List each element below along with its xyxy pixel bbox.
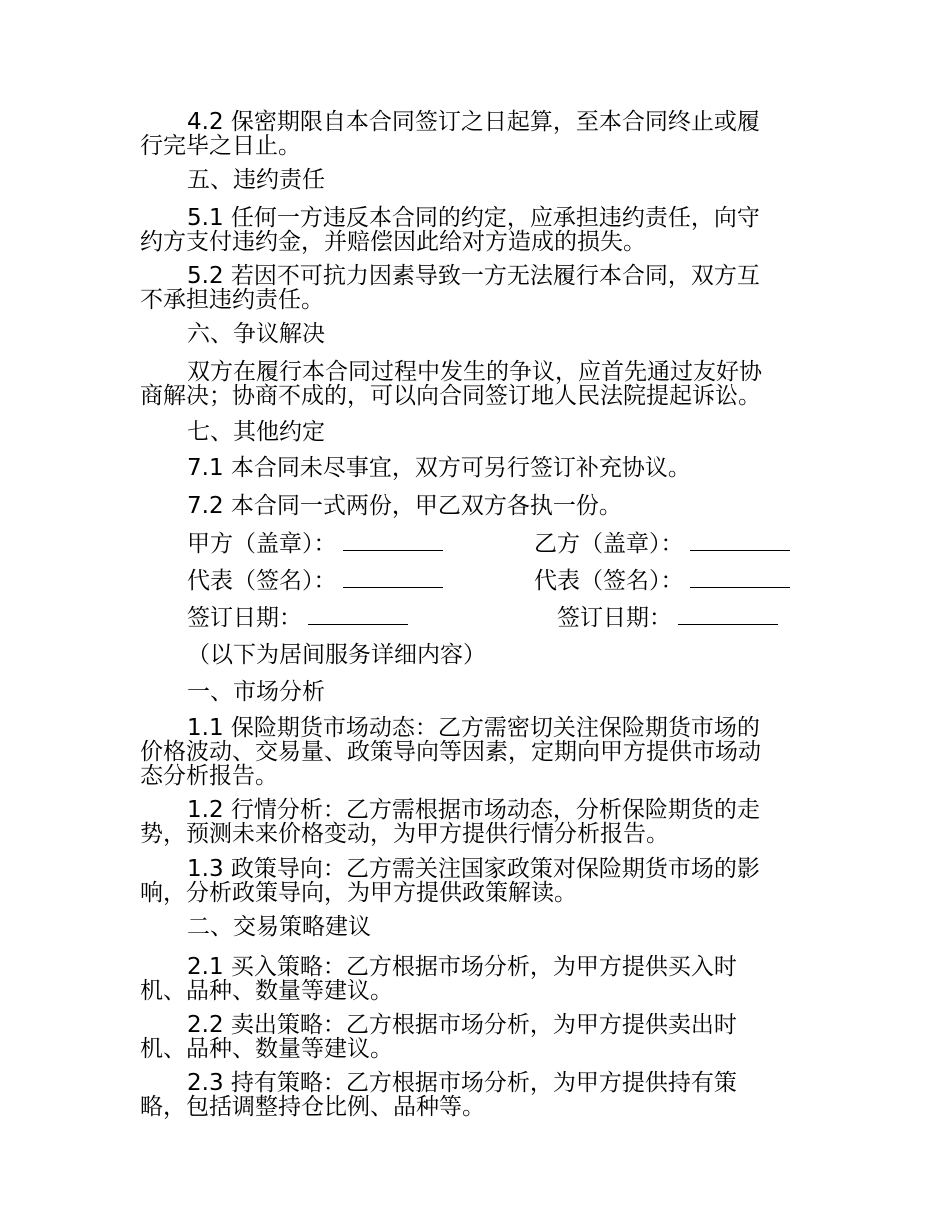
- party-a-seal-line: 甲方（盖章）：: [187, 532, 443, 556]
- service-heading-1: 一、市场分析: [187, 679, 325, 705]
- clause-4-2: 4.2 保密期限自本合同签订之日起算，至本合同终止或履 行完毕之日止。: [140, 109, 760, 159]
- service-2-3: 2.3 持有策略：乙方根据市场分析，为甲方提供持有策 略，包括调整持仓比例、品种等。: [140, 1070, 737, 1120]
- date-b-line: 签订日期：: [557, 606, 778, 630]
- service-2-1: 2.1 买入策略：乙方根据市场分析，为甲方提供买入时 机、品种、数量等建议。: [140, 954, 737, 1004]
- clause-5-1: 5.1 任何一方违反本合同的约定，应承担违约责任，向守 约方支付违约金，并赔偿因此给对方造成的损失。: [140, 205, 760, 255]
- service-heading-2: 二、交易策略建议: [187, 914, 371, 940]
- section-heading-6: 六、争议解决: [187, 321, 325, 347]
- clause-7-1: 7.1 本合同未尽事宜，双方可另行签订补充协议。: [187, 455, 691, 481]
- clause-7-2: 7.2 本合同一式两份，甲乙双方各执一份。: [187, 493, 622, 519]
- signature-blank: [678, 606, 778, 625]
- signature-blank: [343, 532, 443, 551]
- service-2-2: 2.2 卖出策略：乙方根据市场分析，为甲方提供卖出时 机、品种、数量等建议。: [140, 1012, 737, 1062]
- service-1-2: 1.2 行情分析：乙方需根据市场动态，分析保险期货的走 势，预测未来价格变动，为甲方提供行情分析报告。: [140, 797, 760, 847]
- clause-6: 双方在履行本合同过程中发生的争议，应首先通过友好协 商解决；协商不成的，可以向合同签订地人民法院提起诉讼。: [140, 359, 762, 409]
- services-intro: （以下为居间服务详细内容）: [187, 642, 486, 668]
- party-b-seal-line: 乙方（盖章）：: [534, 532, 790, 556]
- rep-a-sign-line: 代表（签名）：: [187, 569, 443, 593]
- signature-blank: [343, 569, 443, 588]
- rep-b-sign-line: 代表（签名）：: [534, 569, 790, 593]
- signature-blank: [308, 606, 408, 625]
- signature-blank: [690, 532, 790, 551]
- service-1-3: 1.3 政策导向：乙方需关注国家政策对保险期货市场的影 响，分析政策导向，为甲方提供政策解读。: [140, 856, 760, 906]
- date-a-line: 签订日期：: [187, 606, 408, 630]
- section-heading-5: 五、违约责任: [187, 167, 325, 193]
- signature-blank: [690, 569, 790, 588]
- section-heading-7: 七、其他约定: [187, 419, 325, 445]
- service-1-1: 1.1 保险期货市场动态：乙方需密切关注保险期货市场的 价格波动、交易量、政策导向等因素，定期向甲方提供市场动 态分析报告。: [140, 715, 761, 789]
- clause-5-2: 5.2 若因不可抗力因素导致一方无法履行本合同，双方互 不承担违约责任。: [140, 263, 760, 313]
